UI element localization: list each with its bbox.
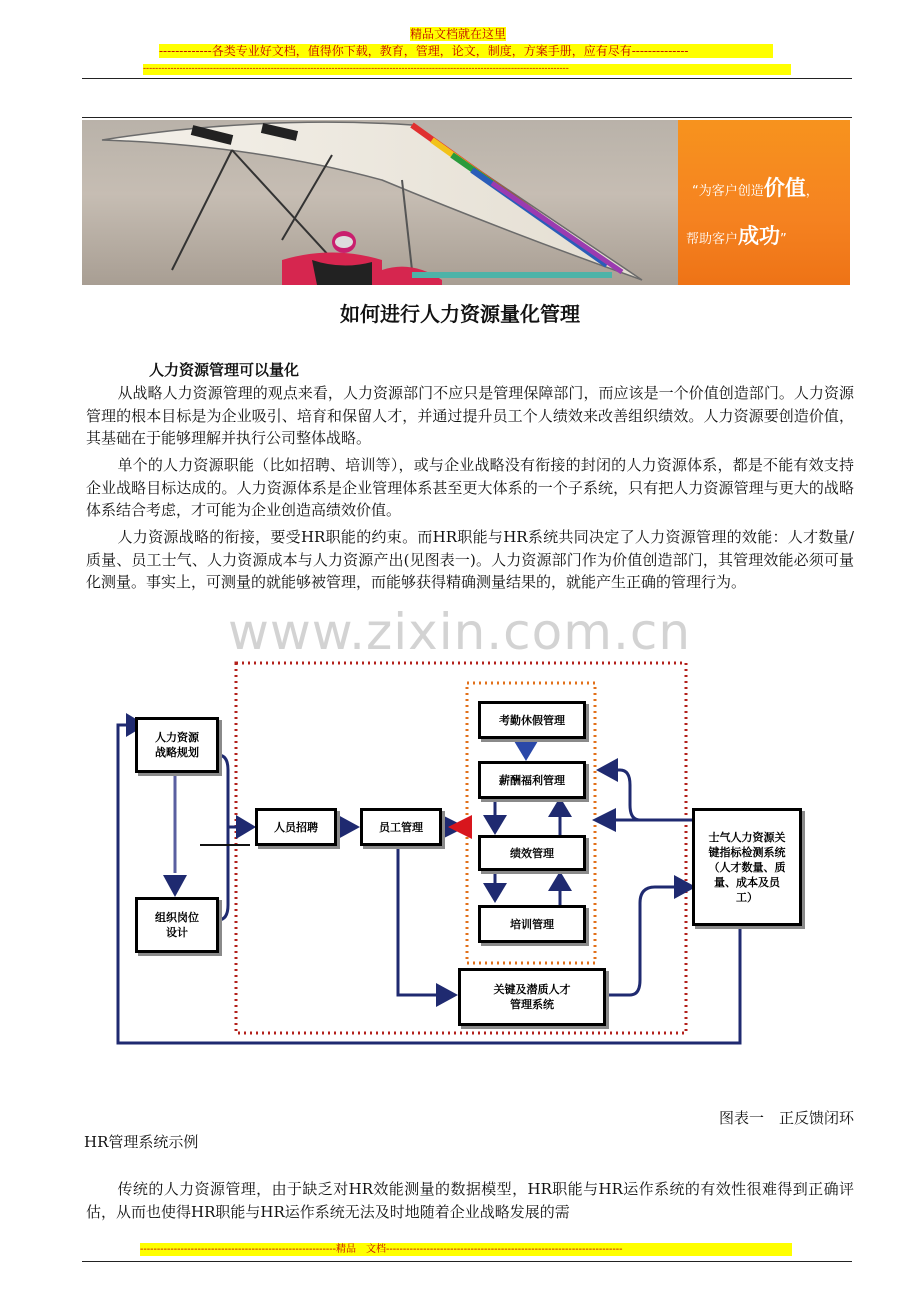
watermark: www.zixin.com.cn — [228, 603, 692, 661]
paragraph-2: 单个的人力资源职能（比如招聘、培训等），或与企业战略没有衔接的封闭的人力资源体系，都是不能有效支持企业战略目标达成的。人力资源体系是企业管理体系甚至更大体系的一个子系统，只有把人力资源管理与更大的战略体系结合考虑，才可能为企业创造高绩效价值。 — [86, 456, 854, 519]
box-key-talent — [458, 968, 606, 1026]
box-training-label: 培训管理 — [510, 917, 554, 931]
slogan-line-1 — [692, 172, 819, 202]
footer-rule — [82, 1261, 852, 1262]
box-employee-management-label: 员工管理 — [379, 820, 423, 834]
box-employee-management — [360, 808, 442, 846]
paragraph-1: 从战略人力资源管理的观点来看，人力资源部门不应只是管理保障部门，而应该是一个价值创造部门。人力资源管理的根本目标是为企业吸引、培育和保留人才，并通过提升员工个人绩效来改善组织绩效。人力资源要创造价值，其基础在于能够理解并执行公司整体战略。 — [86, 384, 854, 447]
figure-caption: 图表一 正反馈闭环 — [718, 1109, 854, 1127]
hr-system-diagram — [100, 655, 820, 1055]
banner — [82, 120, 850, 285]
slogan-2-suffix: ” — [780, 232, 787, 247]
footer-banner: ----------------------------------------------------------精品 文档---------------------------------------------------------------------- — [140, 1243, 792, 1256]
box-org-design — [135, 897, 219, 953]
slogan-1-suffix: ， — [805, 184, 819, 199]
box-org-design-label: 组织岗位 设计 — [155, 911, 199, 939]
box-training — [478, 905, 586, 943]
slogan-2-emphasis: 成功 — [738, 224, 781, 248]
header-line-2: -------------各类专业好文档，值得你下载，教育，管理，论文，制度，方案手册，应有尽有-------------- — [159, 44, 773, 58]
box-payroll — [478, 761, 586, 799]
arrow-to-recruit — [236, 815, 256, 839]
box-payroll-label: 薪酬福利管理 — [499, 773, 565, 787]
banner-top-rule — [82, 117, 852, 118]
arrow-attendance-to-payroll — [514, 741, 538, 761]
hang-glider-illustration — [82, 120, 678, 285]
box-kpi-monitoring-label: 士气人力资源关 键指标检测系统 （人才数量、质 量、成本及员 工） — [708, 830, 786, 904]
box-attendance-label: 考勤休假管理 — [499, 713, 565, 727]
box-hr-strategy — [135, 717, 219, 773]
arrow-payroll-to-performance — [483, 815, 507, 835]
slogan-1-prefix: “为客户创造 — [692, 184, 764, 199]
box-recruit-label: 人员招聘 — [274, 820, 318, 834]
arrow-training-to-performance — [548, 871, 572, 891]
arrow-feedback-red — [448, 815, 472, 839]
header-rule — [82, 78, 852, 79]
arrow-employee-to-talent — [436, 983, 458, 1007]
figure-caption-continued: HR管理系统示例 — [84, 1133, 199, 1151]
arrow-strategy-to-org — [163, 875, 187, 897]
header-line-1: 精品文档就在这里 — [410, 27, 507, 41]
arrow-performance-to-payroll — [548, 797, 572, 817]
banner-photo — [82, 120, 678, 285]
arrow-to-payroll — [596, 758, 618, 782]
slogan-line-2 — [686, 220, 787, 250]
arrow-recruit-to-employee — [338, 815, 360, 839]
page-title: 如何进行人力资源量化管理 — [340, 302, 580, 326]
banner-slogan-panel — [678, 120, 850, 285]
box-performance — [478, 835, 586, 871]
header-line-3: -------------------------------------------------------------------------------------------------------------------------------------------- — [143, 64, 791, 75]
slogan-1-emphasis: 价值 — [763, 176, 806, 200]
box-performance-label: 绩效管理 — [510, 846, 554, 860]
box-hr-strategy-label: 人力资源 战略规划 — [155, 731, 199, 759]
box-recruit — [255, 808, 337, 846]
paragraph-3: 人力资源战略的衔接，要受HR职能的约束。而HR职能与HR系统共同决定了人力资源管理的效能：人才数量/质量、员工士气、人力资源成本与人力资源产出(见图表一)。人力资源部门作为价值创造部门，其管理效能必须可量化测量。事实上，可测量的就能够被管理，而能够获得精确测量结果的，就能产生正确的管理行为。 — [86, 528, 854, 591]
paragraph-4: 传统的人力资源管理，由于缺乏对HR效能测量的数据模型，HR职能与HR运作系统的有效性很难得到正确评估，从而也使得HR职能与HR运作系统无法及时地随着企业战略发展的需 — [86, 1180, 854, 1221]
box-key-talent-label: 关键及潜质人才 管理系统 — [493, 983, 571, 1011]
box-kpi-monitoring — [692, 808, 802, 926]
slogan-2-prefix: 帮助客户 — [686, 232, 739, 247]
box-attendance — [478, 701, 586, 739]
arrow-performance-to-training — [483, 883, 507, 903]
section-heading: 人力资源管理可以量化 — [149, 361, 300, 379]
